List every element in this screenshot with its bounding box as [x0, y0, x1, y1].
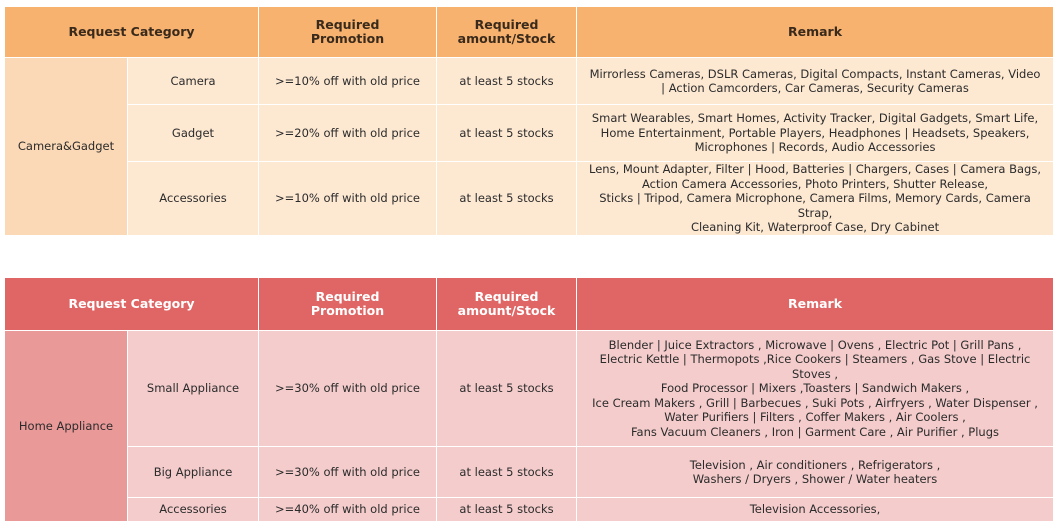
table-row	[5, 331, 1054, 447]
header-required-amount	[437, 278, 577, 331]
header-line: Required	[474, 288, 539, 304]
camera-gadget-table	[4, 6, 1054, 236]
header-remark: Remark	[577, 278, 1054, 331]
remark-line: Television , Air conditioners , Refrigerators ,	[689, 457, 941, 472]
amount-cell: at least 5 stocks	[437, 162, 577, 236]
table-row	[5, 58, 1054, 105]
header-line: amount/Stock	[457, 31, 556, 46]
remark-cell	[577, 331, 1054, 447]
header-request-category: Request Category	[5, 278, 259, 331]
remark-line: Washers / Dryers , Shower / Water heaters	[692, 472, 938, 486]
remark-line: Action Camera Accessories, Photo Printers, Shutter Release,	[641, 176, 989, 191]
promotion-cell: >=20% off with old price	[259, 105, 437, 162]
table-row	[5, 447, 1054, 498]
header-line: Required	[315, 16, 380, 32]
remark-line: Microphones | Records, Audio Accessories	[694, 140, 936, 155]
remark-cell	[577, 162, 1054, 236]
category-group-cell: Camera&Gadget	[5, 58, 128, 236]
remark-line: Sticks | Tripod, Camera Microphone, Camera Films, Memory Cards, Camera Strap,	[599, 191, 1031, 220]
remark-line: Cleaning Kit, Waterproof Case, Dry Cabinet	[690, 220, 940, 234]
category-group-cell: Home Appliance	[5, 331, 128, 522]
amount-cell: at least 5 stocks	[437, 498, 577, 522]
subcategory-cell: Gadget	[128, 105, 259, 162]
remark-line: Home Entertainment, Portable Players, Headphones | Headsets, Speakers,	[600, 125, 1030, 140]
table-header-row	[5, 7, 1054, 58]
table-row	[5, 498, 1054, 522]
header-request-category: Request Category	[5, 7, 259, 58]
remark-line: Fans Vacuum Cleaners , Iron | Garment Care , Air Purifier , Plugs	[631, 424, 1000, 439]
remark-cell	[577, 447, 1054, 498]
header-line: Required	[315, 288, 380, 304]
table-row	[5, 162, 1054, 236]
remark-cell	[577, 58, 1054, 105]
amount-cell: at least 5 stocks	[437, 331, 577, 447]
remark-cell	[577, 105, 1054, 162]
header-line: Promotion	[310, 31, 385, 46]
header-required-amount	[437, 7, 577, 58]
remark-line: Electric Kettle | Thermopots ,Rice Cookers | Steamers , Gas Stove | Electric Stoves ,	[599, 352, 1031, 381]
remark-cell	[577, 498, 1054, 522]
table-row	[5, 105, 1054, 162]
home-appliance-table	[4, 277, 1054, 522]
remark-line: Ice Cream Makers , Grill | Barbecues , Suki Pots , Airfryers , Water Dispenser ,	[592, 395, 1038, 410]
remark-line: Television Accessories,	[749, 502, 881, 517]
amount-cell: at least 5 stocks	[437, 58, 577, 105]
header-remark: Remark	[577, 7, 1054, 58]
subcategory-cell: Small Appliance	[128, 331, 259, 447]
promotion-cell: >=10% off with old price	[259, 162, 437, 236]
subcategory-cell: Accessories	[128, 162, 259, 236]
remark-line: Mirrorless Cameras, DSLR Cameras, Digital Compacts, Instant Cameras, Video	[589, 66, 1041, 81]
header-required-promotion	[259, 7, 437, 58]
subcategory-cell: Accessories	[128, 498, 259, 522]
amount-cell: at least 5 stocks	[437, 447, 577, 498]
subcategory-cell: Camera	[128, 58, 259, 105]
remark-line: Blender | Juice Extractors , Microwave | Ovens , Electric Pot | Grill Pans ,	[608, 337, 1022, 352]
promotion-cell: >=40% off with old price	[259, 498, 437, 522]
header-line: amount/Stock	[457, 303, 556, 318]
promotion-cell: >=30% off with old price	[259, 331, 437, 447]
remark-line: Lens, Mount Adapter, Filter | Hood, Batteries | Chargers, Cases | Camera Bags,	[589, 162, 1042, 176]
remark-line: Food Processor | Mixers ,Toasters | Sandwich Makers ,	[660, 381, 970, 396]
amount-cell: at least 5 stocks	[437, 105, 577, 162]
remark-line: Water Purifiers | Filters , Coffer Makers , Air Coolers ,	[664, 410, 966, 425]
promotion-cell: >=30% off with old price	[259, 447, 437, 498]
header-required-promotion	[259, 278, 437, 331]
header-line: Required	[474, 16, 539, 32]
remark-line: | Action Camcorders, Car Cameras, Security Cameras	[661, 81, 969, 95]
subcategory-cell: Big Appliance	[128, 447, 259, 498]
promotion-cell: >=10% off with old price	[259, 58, 437, 105]
remark-line: Smart Wearables, Smart Homes, Activity Tracker, Digital Gadgets, Smart Life,	[591, 111, 1039, 126]
table-header-row	[5, 278, 1054, 331]
header-line: Promotion	[310, 303, 385, 318]
